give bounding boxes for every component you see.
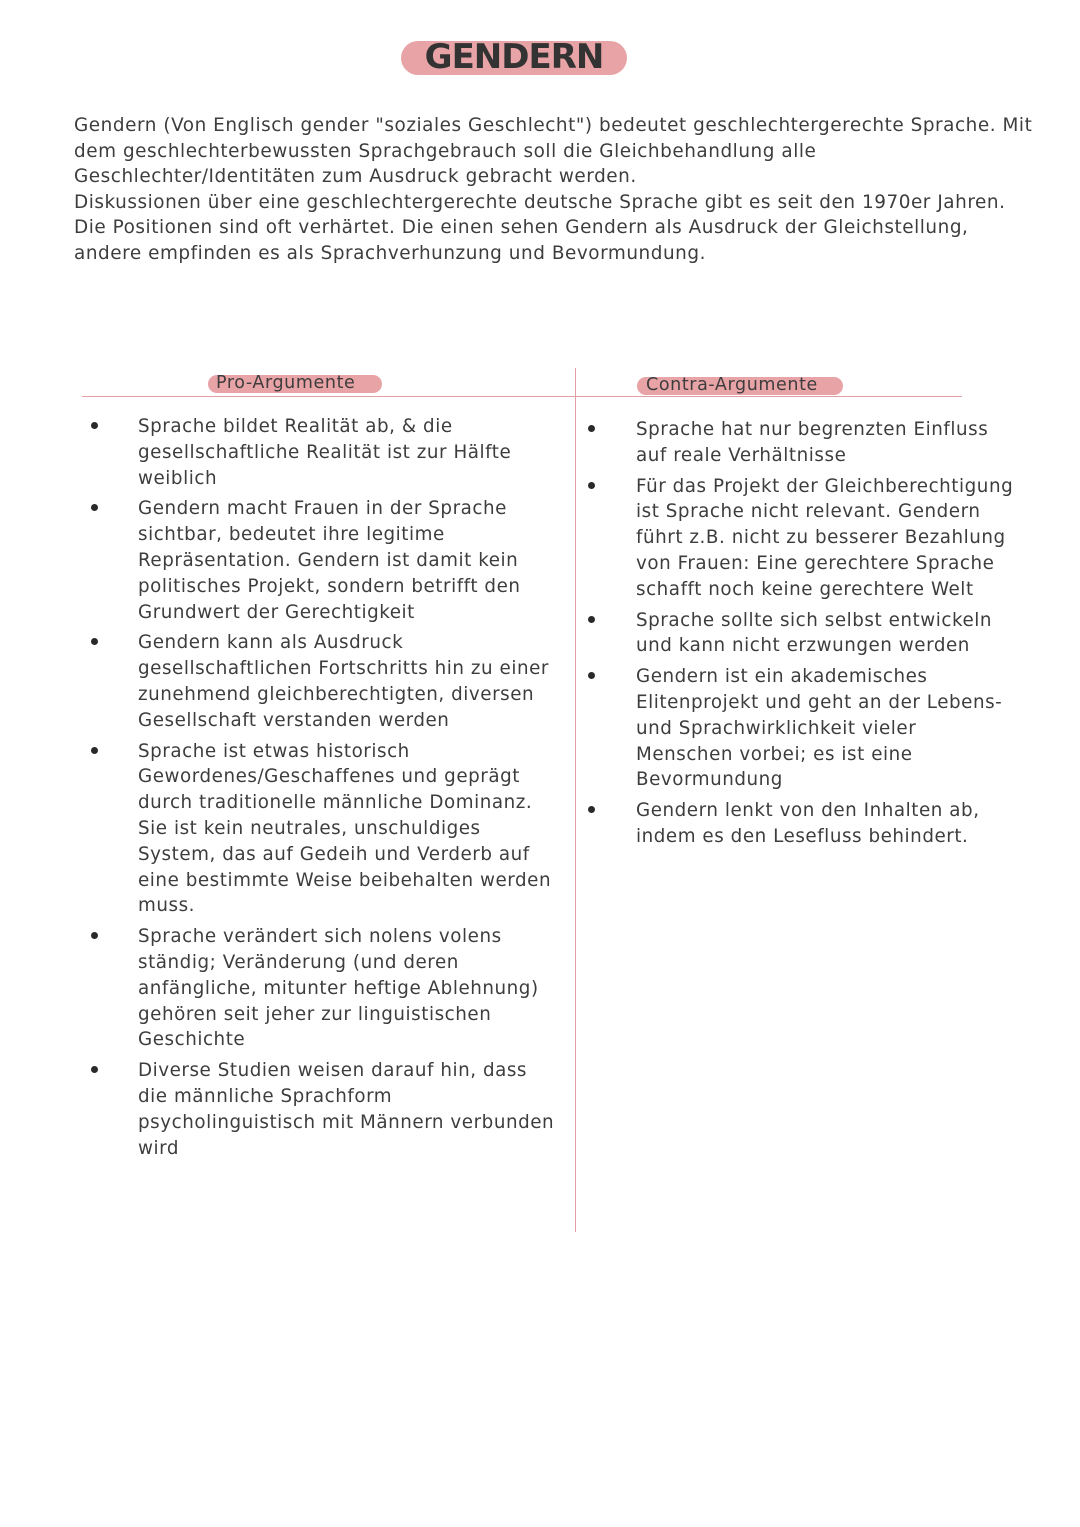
bullet-icon (91, 504, 98, 511)
bullet-icon (91, 747, 98, 754)
contra-argument-text: Sprache sollte sich selbst entwickeln und kann nicht erzwungen werden (636, 609, 993, 657)
list-item (138, 739, 558, 920)
pro-argument-text: Sprache verändert sich nolens volens ständig; Veränderung (und deren anfängliche, mitunter heftige Ablehnung) gehören seit jeher zur linguistischen Geschichte (138, 926, 539, 1051)
bullet-icon (588, 482, 595, 489)
list-item (636, 608, 1016, 660)
pro-argument-text: Sprache bildet Realität ab, & die gesellschaftliche Realität ist zur Hälfte weiblich (138, 416, 512, 489)
list-item (636, 664, 1016, 793)
list-item (636, 474, 1016, 603)
intro-paragraph-1: Gendern (Von Englisch gender "soziales Geschlecht") bedeutet geschlechtergerechte Sprache. Mit dem geschlechterbewussten Sprachgebrauch soll die Gleichbehandlung alle Geschlechter/Identitäten zum Ausdruck gebracht werden. (74, 115, 1033, 188)
contra-argument-text: Gendern lenkt von den Inhalten ab, indem es den Lesefluss behindert. (636, 800, 980, 847)
contra-heading: Contra-Argumente (646, 375, 818, 395)
bullet-icon (588, 806, 595, 813)
bullet-icon (588, 425, 595, 432)
page-title: GENDERN (424, 37, 604, 77)
table-vertical-divider (575, 368, 576, 1232)
pro-arguments-list (138, 414, 558, 1166)
pro-argument-text: Sprache ist etwas historisch Gewordenes/Geschaffenes und geprägt durch traditionelle männliche Dominanz. Sie ist kein neutrales, unschuldiges System, das auf Gedeih und Verderb auf eine bestimmte Weise beibehalten werden muss. (138, 740, 552, 917)
bullet-icon (588, 672, 595, 679)
list-item (138, 1058, 558, 1161)
pro-argument-text: Diverse Studien weisen darauf hin, dass die männliche Sprachform psycholinguistisch mit Männern verbunden wird (138, 1060, 555, 1159)
contra-argument-text: Gendern ist ein akademisches Elitenprojekt und geht an der Lebens- und Sprachwirklichkeit vieler Menschen vorbei; es ist eine Bevormundung (636, 666, 1003, 791)
pro-argument-text: Gendern macht Frauen in der Sprache sichtbar, bedeutet ihre legitime Repräsentation. Gendern ist damit kein politisches Projekt, sondern betrifft den Grundwert der Gerechtigkeit (138, 498, 521, 623)
bullet-icon (91, 638, 98, 645)
list-item (138, 630, 558, 733)
intro-paragraph-2: Diskussionen über eine geschlechtergerechte deutsche Sprache gibt es seit den 1970er Jahren. Die Positionen sind oft verhärtet. Die einen sehen Gendern als Ausdruck der Gleichstellung, andere empfinden es als Sprachverhunzung und Bevormundung. (74, 191, 1006, 264)
intro-section (74, 113, 1034, 267)
pro-argument-text: Gendern kann als Ausdruck gesellschaftlichen Fortschritts hin zu einer zunehmend gleichberechtigten, diversen Gesellschaft verstanden werden (138, 632, 549, 731)
list-item (138, 496, 558, 625)
contra-argument-text: Sprache hat nur begrenzten Einfluss auf reale Verhältnisse (636, 419, 989, 466)
list-item (138, 924, 558, 1053)
pro-heading: Pro-Argumente (216, 373, 356, 393)
list-item (636, 417, 1016, 469)
list-item (138, 414, 558, 491)
bullet-icon (91, 422, 98, 429)
list-item (636, 798, 1016, 850)
bullet-icon (588, 616, 595, 623)
bullet-icon (91, 932, 98, 939)
contra-arguments-list (636, 417, 1016, 855)
table-horizontal-divider (82, 396, 962, 397)
contra-argument-text: Für das Projekt der Gleichberechtigung ist Sprache nicht relevant. Gendern führt z.B. nicht zu besserer Bezahlung von Frauen: Eine gerechtere Sprache schafft noch keine gerechtere Welt (636, 475, 1014, 600)
bullet-icon (91, 1066, 98, 1073)
